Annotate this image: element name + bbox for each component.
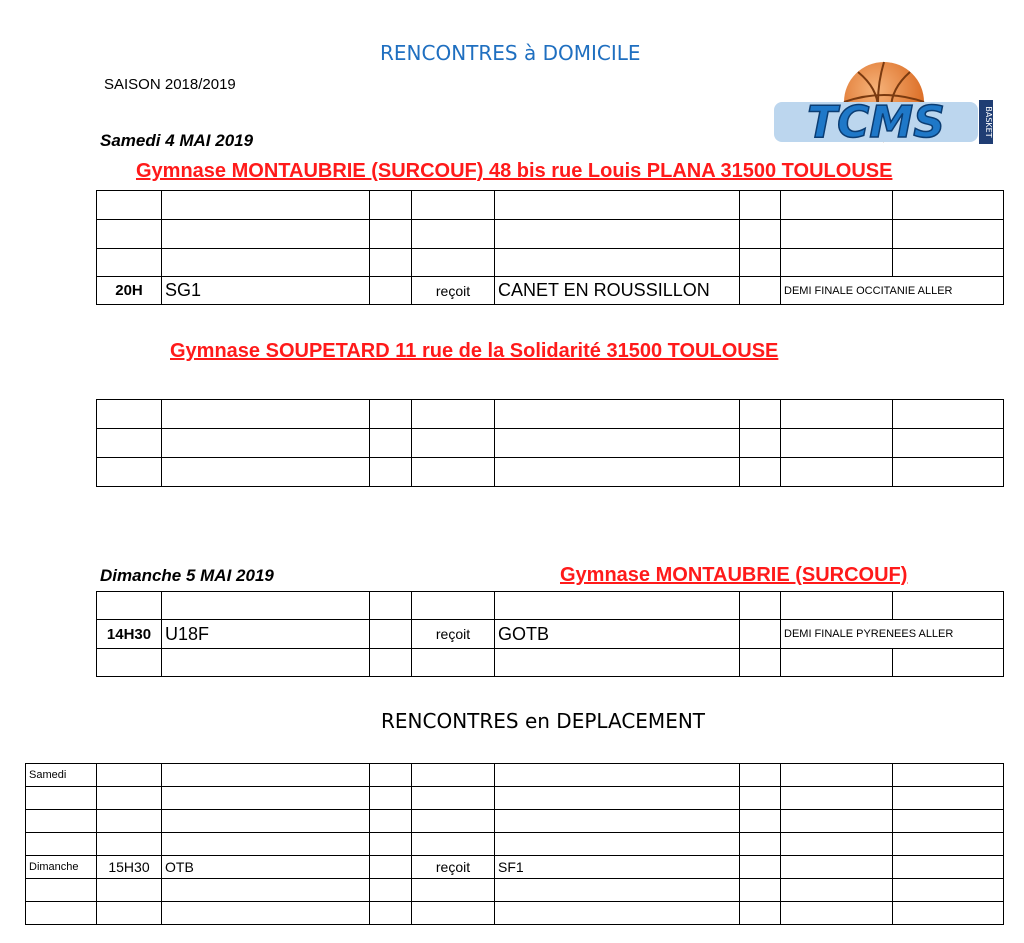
receives-label: reçoit bbox=[412, 620, 495, 649]
saturday-date: Samedi 4 MAI 2019 bbox=[100, 131, 254, 150]
table-row bbox=[26, 810, 1004, 833]
table-row bbox=[97, 191, 1004, 220]
soupetard-table bbox=[96, 399, 1004, 487]
receives-label: reçoit bbox=[412, 856, 495, 879]
saturday-home-table bbox=[96, 190, 1004, 305]
table-row bbox=[97, 249, 1004, 277]
table-row bbox=[97, 400, 1004, 429]
tcms-logo bbox=[772, 60, 1000, 156]
table-row bbox=[26, 902, 1004, 925]
opponent-team: GOTB bbox=[495, 620, 740, 649]
sunday-home-table bbox=[96, 591, 1004, 677]
table-row bbox=[97, 458, 1004, 487]
table-row bbox=[97, 429, 1004, 458]
svg-text:TCMS: TCMS bbox=[807, 97, 945, 148]
table-row bbox=[26, 856, 1004, 879]
match-note: DEMI FINALE PYRENEES ALLER bbox=[781, 620, 1004, 649]
away-title: RENCONTRES en DEPLACEMENT bbox=[381, 709, 706, 733]
away-table bbox=[25, 763, 1004, 925]
table-row bbox=[26, 833, 1004, 856]
opponent-team: CANET EN ROUSSILLON bbox=[495, 277, 740, 305]
basketball-logo-icon bbox=[772, 60, 1000, 156]
saturday-venue-montaubrie: Gymnase MONTAUBRIE (SURCOUF) 48 bis rue Louis PLANA 31500 TOULOUSE bbox=[136, 160, 893, 182]
receives-label: reçoit bbox=[412, 277, 495, 305]
table-row bbox=[97, 592, 1004, 620]
saturday-venue-soupetard: Gymnase SOUPETARD 11 rue de la Solidarité 31500 TOULOUSE bbox=[170, 340, 779, 362]
svg-text:BASKET: BASKET bbox=[984, 106, 993, 138]
sunday-venue: Gymnase MONTAUBRIE (SURCOUF) bbox=[560, 564, 908, 586]
match-time: 20H bbox=[97, 277, 162, 305]
match-time: 14H30 bbox=[97, 620, 162, 649]
table-row bbox=[97, 277, 1004, 305]
table-row bbox=[26, 764, 1004, 787]
sunday-date: Dimanche 5 MAI 2019 bbox=[100, 566, 274, 585]
match-note: DEMI FINALE OCCITANIE ALLER bbox=[781, 277, 1004, 305]
home-team: OTB bbox=[162, 856, 370, 879]
season-label: SAISON 2018/2019 bbox=[104, 76, 236, 93]
match-time: 15H30 bbox=[97, 856, 162, 879]
table-row bbox=[26, 787, 1004, 810]
table-row bbox=[97, 620, 1004, 649]
home-team: U18F bbox=[162, 620, 370, 649]
home-team: SG1 bbox=[162, 277, 370, 305]
saturday-label: Samedi bbox=[26, 764, 97, 787]
opponent-team: SF1 bbox=[495, 856, 740, 879]
sunday-label: Dimanche bbox=[26, 856, 97, 879]
page-title: RENCONTRES à DOMICILE bbox=[380, 41, 641, 65]
table-row bbox=[97, 649, 1004, 677]
table-row bbox=[97, 220, 1004, 249]
table-row bbox=[26, 879, 1004, 902]
